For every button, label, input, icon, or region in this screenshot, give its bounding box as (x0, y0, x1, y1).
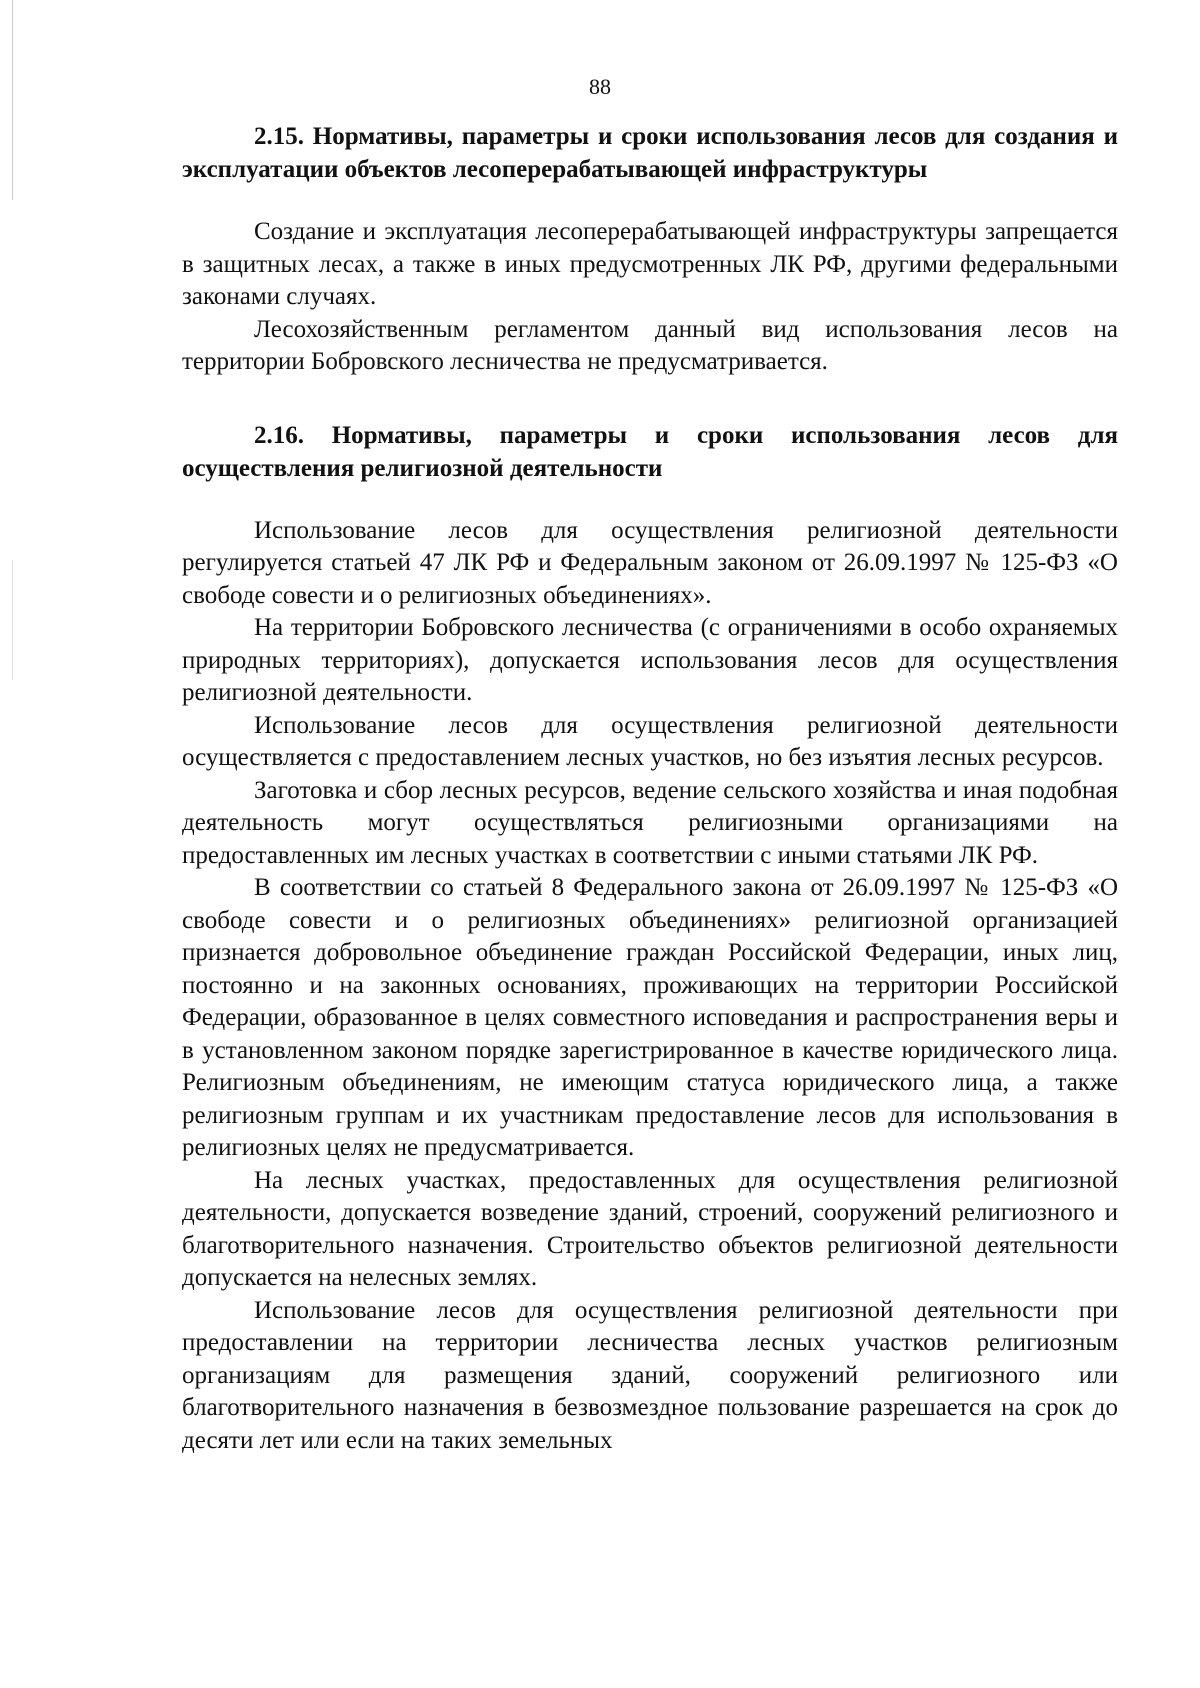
paragraph: Заготовка и сбор лесных ресурсов, ведение сельского хозяйства и иная подобная деятельность могут осуществляться религиозными организациями на предоставленных им лесных участках в соответствии с иными статьями ЛК РФ. (182, 776, 1118, 869)
paragraph: Использование лесов для осуществления религиозной деятельности регулируется статьей 47 ЛК РФ и Федеральным законом от 26.09.1997 № 125-ФЗ «О свободе совести и о религиозных объединениях». (182, 516, 1118, 609)
paragraph: Использование лесов для осуществления религиозной деятельности при предоставлении на территории лесничества лесных участков религиозным организациям для размещения зданий, сооружений религиозного или благотворительного назначения в безвозмездное пользование разрешается на срок до десяти лет или если на таких земельных (182, 1296, 1118, 1454)
section-heading-2-15: 2.15. Нормативы, параметры и сроки использования лесов для создания и эксплуатации объектов лесоперерабатывающей инфраструктуры (182, 123, 1118, 183)
paragraph: На территории Бобровского лесничества (с ограничениями в особо охраняемых природных территориях), допускается использования лесов для осуществления религиозной деятельности. (182, 614, 1118, 706)
spacer (182, 186, 1118, 216)
page-number: 88 (589, 74, 611, 99)
section-heading-2-16: 2.16. Нормативы, параметры и сроки использования лесов для осуществления религиозной деятельности (182, 421, 1118, 482)
spacer (182, 485, 1118, 515)
paragraph: Создание и эксплуатация лесоперерабатывающей инфраструктуры запрещается в защитных лесах, а также в иных предусмотренных ЛК РФ, другими федеральными законами случаях. (182, 218, 1118, 310)
paragraph: В соответствии со статьей 8 Федерального закона от 26.09.1997 № 125-ФЗ «О свободе совести и о религиозных объединениях» религиозной организацией признается добровольное объединение граждан Российской Федерации, иных лиц, постоянно и на законных основаниях, проживающих на территории Российской Федерации, образованное в целях совместного исповедания и распространения веры и в установленном законом порядке зарегистрированное в качестве юридического лица. Религиозным объединениям, не имеющим статуса юридического лица, а также религиозным группам и их участникам предоставление лесов для использования в религиозных целях не предусматривается. (182, 874, 1118, 1161)
document-body (182, 120, 1118, 1457)
paragraph: Лесохозяйственным регламентом данный вид использования лесов на территории Бобровского лесничества не предусматривается. (182, 315, 1118, 375)
scan-edge-line (12, 560, 13, 680)
paragraph: На лесных участках, предоставленных для осуществления религиозной деятельности, допускается возведение зданий, строений, сооружений религиозного и благотворительного назначения. Строительство объектов религиозной деятельности допускается на нелесных землях. (182, 1166, 1118, 1291)
spacer (182, 379, 1118, 419)
paragraph: Использование лесов для осуществления религиозной деятельности осуществляется с предоставлением лесных участков, но без изъятия лесных ресурсов. (182, 711, 1118, 771)
scan-edge-line (12, 0, 13, 200)
